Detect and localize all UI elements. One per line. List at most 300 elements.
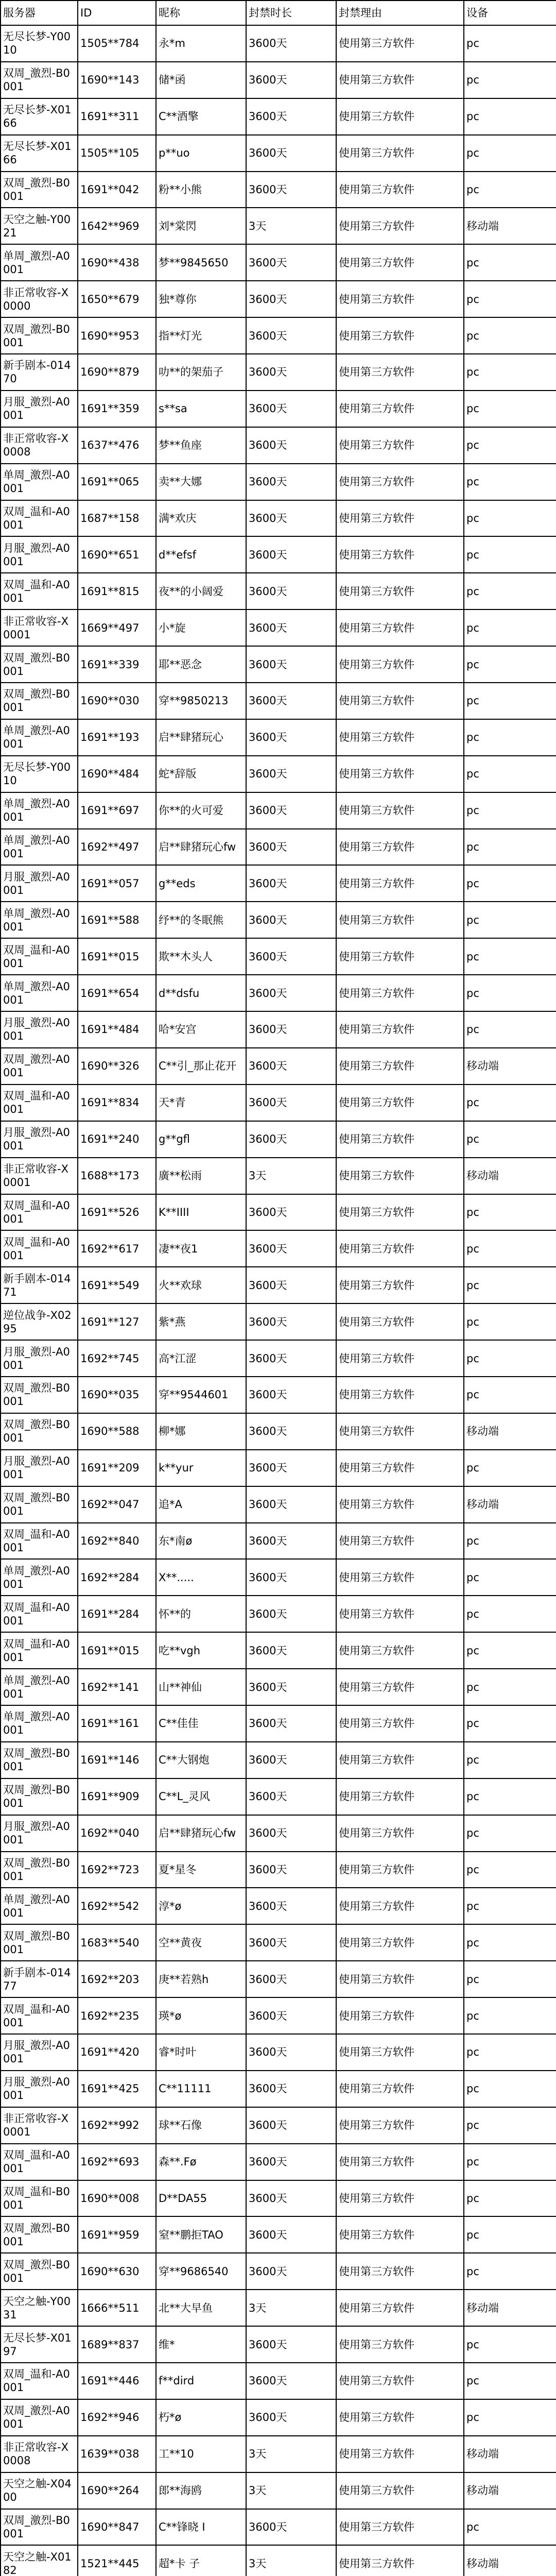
server-cell: 月服_激烈-A0001 [1, 2034, 78, 2071]
nickname-cell: K**IIII [156, 1194, 246, 1231]
nickname-cell: 小*旋 [156, 609, 246, 646]
id-cell: 1691**446 [78, 2363, 156, 2399]
server-cell: 双周_温和-A0001 [1, 573, 78, 609]
device-cell: pc [464, 975, 556, 1011]
reason-cell: 使用第三方软件 [336, 427, 464, 464]
device-cell: pc [464, 244, 556, 281]
nickname-cell: 球**石像 [156, 2107, 246, 2144]
duration-cell: 3600天 [246, 573, 336, 609]
duration-cell: 3600天 [246, 719, 336, 756]
nickname-cell: 庚**若熟h [156, 1961, 246, 1997]
device-cell: pc [464, 938, 556, 975]
duration-cell: 3600天 [246, 354, 336, 391]
server-cell: 非正常收容-X0001 [1, 1158, 78, 1194]
reason-cell: 使用第三方软件 [336, 1158, 464, 1194]
duration-cell: 3600天 [246, 1413, 336, 1450]
server-cell: 单周_激烈-A0001 [1, 1705, 78, 1742]
id-cell: 1691**284 [78, 1596, 156, 1632]
server-cell: 新手剧本-01470 [1, 354, 78, 391]
server-cell: 单周_激烈-A0001 [1, 464, 78, 500]
id-cell: 1692**693 [78, 2144, 156, 2180]
table-row [1, 1377, 556, 1413]
id-cell: 1690**035 [78, 1377, 156, 1413]
table-row [1, 208, 556, 244]
nickname-cell: 夜**的小阔爱 [156, 573, 246, 609]
table-row [1, 317, 556, 354]
nickname-cell: 郎**海鸥 [156, 2472, 246, 2509]
device-cell: pc [464, 427, 556, 464]
server-cell: 单周_激烈-A0001 [1, 792, 78, 829]
server-cell: 月服_激烈-A0001 [1, 1815, 78, 1852]
reason-cell: 使用第三方软件 [336, 354, 464, 391]
reason-cell: 使用第三方软件 [336, 1413, 464, 1450]
reason-cell: 使用第三方软件 [336, 2034, 464, 2071]
device-cell: 移动端 [464, 208, 556, 244]
server-cell: 双周_温和-A0001 [1, 1084, 78, 1121]
nickname-cell: C**佳佳 [156, 1705, 246, 1742]
device-cell: pc [464, 1888, 556, 1924]
server-cell: 双周_温和-A0001 [1, 1596, 78, 1632]
header-id: ID [78, 1, 156, 25]
table-row [1, 1486, 556, 1523]
nickname-cell: 怀**的 [156, 1596, 246, 1632]
server-cell: 双周_温和-A0001 [1, 1632, 78, 1669]
server-cell: 单周_激烈-A0001 [1, 975, 78, 1011]
duration-cell: 3600天 [246, 62, 336, 98]
device-cell: pc [464, 1377, 556, 1413]
table-row [1, 2545, 556, 2576]
id-cell: 1691**834 [78, 1084, 156, 1121]
nickname-cell: 启**肆猪玩心fw [156, 829, 246, 866]
id-cell: 1690**008 [78, 2180, 156, 2217]
table-row [1, 536, 556, 573]
device-cell: 移动端 [464, 2545, 556, 2576]
device-cell: pc [464, 2253, 556, 2290]
table-row [1, 62, 556, 98]
reason-cell: 使用第三方软件 [336, 1303, 464, 1340]
server-cell: 单周_激烈-A0001 [1, 829, 78, 866]
nickname-cell: d**dsfu [156, 975, 246, 1011]
server-cell: 单周_激烈-A0001 [1, 1888, 78, 1924]
device-cell: pc [464, 865, 556, 902]
reason-cell: 使用第三方软件 [336, 2545, 464, 2576]
duration-cell: 3天 [246, 2545, 336, 2576]
duration-cell: 3600天 [246, 2144, 336, 2180]
device-cell: pc [464, 609, 556, 646]
device-cell: 移动端 [464, 2290, 556, 2326]
nickname-cell: C**L_灵风 [156, 1778, 246, 1815]
reason-cell: 使用第三方软件 [336, 1084, 464, 1121]
duration-cell: 3600天 [246, 646, 336, 683]
reason-cell: 使用第三方软件 [336, 1559, 464, 1596]
duration-cell: 3600天 [246, 2034, 336, 2071]
table-row [1, 609, 556, 646]
table-row [1, 2034, 556, 2071]
duration-cell: 3600天 [246, 975, 336, 1011]
nickname-cell: 天*青 [156, 1084, 246, 1121]
id-cell: 1692**141 [78, 1669, 156, 1705]
table-row [1, 1888, 556, 1924]
table-row [1, 975, 556, 1011]
table-row [1, 1815, 556, 1852]
id-cell: 1691**146 [78, 1742, 156, 1778]
duration-cell: 3600天 [246, 1340, 336, 1377]
server-cell: 单周_激烈-A0001 [1, 902, 78, 938]
id-cell: 1687**158 [78, 500, 156, 537]
duration-cell: 3600天 [246, 938, 336, 975]
device-cell: pc [464, 1121, 556, 1158]
id-cell: 1691**425 [78, 2071, 156, 2107]
id-cell: 1691**588 [78, 902, 156, 938]
server-cell: 双周_温和-A0001 [1, 1523, 78, 1560]
id-cell: 1692**284 [78, 1559, 156, 1596]
nickname-cell: 叻**的架茄子 [156, 354, 246, 391]
reason-cell: 使用第三方软件 [336, 865, 464, 902]
device-cell: pc [464, 62, 556, 98]
nickname-cell: 穿**9544601 [156, 1377, 246, 1413]
device-cell: pc [464, 98, 556, 135]
reason-cell: 使用第三方软件 [336, 281, 464, 317]
device-cell: pc [464, 500, 556, 537]
id-cell: 1691**339 [78, 646, 156, 683]
id-cell: 1691**127 [78, 1303, 156, 1340]
id-cell: 1639**038 [78, 2436, 156, 2472]
id-cell: 1691**065 [78, 464, 156, 500]
reason-cell: 使用第三方软件 [336, 1121, 464, 1158]
id-cell: 1692**542 [78, 1888, 156, 1924]
server-cell: 双周_激烈-B0001 [1, 317, 78, 354]
table-row [1, 1413, 556, 1450]
device-cell: pc [464, 1194, 556, 1231]
server-cell: 月服_激烈-A0001 [1, 2071, 78, 2107]
reason-cell: 使用第三方软件 [336, 719, 464, 756]
duration-cell: 3600天 [246, 1852, 336, 1888]
nickname-cell: 柳*娜 [156, 1413, 246, 1450]
reason-cell: 使用第三方软件 [336, 2216, 464, 2253]
device-cell: pc [464, 1523, 556, 1560]
table-row [1, 2399, 556, 2436]
server-cell: 双周_激烈-A0001 [1, 2399, 78, 2436]
nickname-cell: 储*函 [156, 62, 246, 98]
device-cell: pc [464, 1084, 556, 1121]
duration-cell: 3600天 [246, 1377, 336, 1413]
device-cell: pc [464, 2071, 556, 2107]
table-row [1, 354, 556, 391]
reason-cell: 使用第三方软件 [336, 1632, 464, 1669]
nickname-cell: 刘*棠閃 [156, 208, 246, 244]
device-cell: pc [464, 172, 556, 208]
server-cell: 天空之触-X0400 [1, 2472, 78, 2509]
nickname-cell: 卖**大娜 [156, 464, 246, 500]
table-row [1, 2253, 556, 2290]
server-cell: 无尽长梦-Y0010 [1, 756, 78, 792]
nickname-cell: 哈*安宫 [156, 1011, 246, 1048]
duration-cell: 3600天 [246, 902, 336, 938]
duration-cell: 3600天 [246, 2216, 336, 2253]
reason-cell: 使用第三方软件 [336, 2509, 464, 2546]
duration-cell: 3600天 [246, 1230, 336, 1267]
reason-cell: 使用第三方软件 [336, 2326, 464, 2363]
duration-cell: 3600天 [246, 2180, 336, 2217]
server-cell: 月服_激烈-A0001 [1, 865, 78, 902]
device-cell: pc [464, 2399, 556, 2436]
server-cell: 月服_激烈-A0001 [1, 1340, 78, 1377]
duration-cell: 3600天 [246, 244, 336, 281]
duration-cell: 3600天 [246, 172, 336, 208]
reason-cell: 使用第三方软件 [336, 1669, 464, 1705]
id-cell: 1669**497 [78, 609, 156, 646]
device-cell: pc [464, 1997, 556, 2034]
nickname-cell: g**eds [156, 865, 246, 902]
server-cell: 新手剧本-01477 [1, 1961, 78, 1997]
server-cell: 非正常收容-X0008 [1, 427, 78, 464]
reason-cell: 使用第三方软件 [336, 1778, 464, 1815]
reason-cell: 使用第三方软件 [336, 1486, 464, 1523]
reason-cell: 使用第三方软件 [336, 646, 464, 683]
duration-cell: 3600天 [246, 2326, 336, 2363]
reason-cell: 使用第三方软件 [336, 938, 464, 975]
device-cell: pc [464, 1778, 556, 1815]
nickname-cell: 满*欢庆 [156, 500, 246, 537]
nickname-cell: 独*尊你 [156, 281, 246, 317]
nickname-cell: 耶**恶念 [156, 646, 246, 683]
id-cell: 1692**723 [78, 1852, 156, 1888]
nickname-cell: C**引_那止花开 [156, 1048, 246, 1084]
server-cell: 双周_激烈-A0001 [1, 1048, 78, 1084]
server-cell: 双周_激烈-B0001 [1, 2253, 78, 2290]
table-row [1, 1997, 556, 2034]
table-row [1, 1742, 556, 1778]
reason-cell: 使用第三方软件 [336, 2290, 464, 2326]
nickname-cell: 永*m [156, 25, 246, 62]
duration-cell: 3600天 [246, 756, 336, 792]
reason-cell: 使用第三方软件 [336, 208, 464, 244]
reason-cell: 使用第三方软件 [336, 317, 464, 354]
reason-cell: 使用第三方软件 [336, 792, 464, 829]
device-cell: pc [464, 25, 556, 62]
duration-cell: 3600天 [246, 1961, 336, 1997]
server-cell: 双周_激烈-B0001 [1, 646, 78, 683]
id-cell: 1521**445 [78, 2545, 156, 2576]
table-row [1, 865, 556, 902]
reason-cell: 使用第三方软件 [336, 1230, 464, 1267]
table-row [1, 25, 556, 62]
server-cell: 天空之触-Y0021 [1, 208, 78, 244]
id-cell: 1650**679 [78, 281, 156, 317]
table-row [1, 427, 556, 464]
table-row [1, 1121, 556, 1158]
nickname-cell: 蛇*辞版 [156, 756, 246, 792]
device-cell: 移动端 [464, 1158, 556, 1194]
nickname-cell: k**yur [156, 1450, 246, 1486]
duration-cell: 3600天 [246, 135, 336, 172]
device-cell: pc [464, 2107, 556, 2144]
duration-cell: 3600天 [246, 792, 336, 829]
duration-cell: 3600天 [246, 865, 336, 902]
nickname-cell: C**酒擎 [156, 98, 246, 135]
server-cell: 单周_激烈-A0001 [1, 244, 78, 281]
device-cell: pc [464, 2363, 556, 2399]
device-cell: pc [464, 1705, 556, 1742]
nickname-cell: g**gfl [156, 1121, 246, 1158]
server-cell: 双周_温和-A0001 [1, 1194, 78, 1231]
table-row [1, 500, 556, 537]
device-cell: 移动端 [464, 2472, 556, 2509]
table-row [1, 1084, 556, 1121]
duration-cell: 3600天 [246, 1815, 336, 1852]
table-row [1, 1450, 556, 1486]
device-cell: pc [464, 1303, 556, 1340]
duration-cell: 3600天 [246, 1888, 336, 1924]
nickname-cell: 吃**vgh [156, 1632, 246, 1669]
duration-cell: 3600天 [246, 464, 336, 500]
reason-cell: 使用第三方软件 [336, 829, 464, 866]
table-row [1, 756, 556, 792]
server-cell: 双周_温和-A0001 [1, 2144, 78, 2180]
server-cell: 双周_激烈-B0001 [1, 1413, 78, 1450]
server-cell: 月服_激烈-A0001 [1, 1121, 78, 1158]
nickname-cell: 朽*ø [156, 2399, 246, 2436]
duration-cell: 3600天 [246, 500, 336, 537]
server-cell: 月服_激烈-A0001 [1, 536, 78, 573]
reason-cell: 使用第三方软件 [336, 2436, 464, 2472]
duration-cell: 3600天 [246, 2107, 336, 2144]
table-row [1, 244, 556, 281]
reason-cell: 使用第三方软件 [336, 172, 464, 208]
duration-cell: 3600天 [246, 1048, 336, 1084]
id-cell: 1688**173 [78, 1158, 156, 1194]
duration-cell: 3600天 [246, 1084, 336, 1121]
nickname-cell: s**sa [156, 391, 246, 427]
reason-cell: 使用第三方软件 [336, 1377, 464, 1413]
id-cell: 1690**630 [78, 2253, 156, 2290]
reason-cell: 使用第三方软件 [336, 2071, 464, 2107]
server-cell: 双周_激烈-B0001 [1, 172, 78, 208]
nickname-cell: 夏*星冬 [156, 1852, 246, 1888]
reason-cell: 使用第三方软件 [336, 1011, 464, 1048]
reason-cell: 使用第三方软件 [336, 683, 464, 719]
reason-cell: 使用第三方软件 [336, 98, 464, 135]
duration-cell: 3600天 [246, 427, 336, 464]
reason-cell: 使用第三方软件 [336, 244, 464, 281]
server-cell: 新手剧本-01471 [1, 1267, 78, 1303]
id-cell: 1692**745 [78, 1340, 156, 1377]
duration-cell: 3天 [246, 2436, 336, 2472]
nickname-cell: 维* [156, 2326, 246, 2363]
reason-cell: 使用第三方软件 [336, 25, 464, 62]
id-cell: 1690**264 [78, 2472, 156, 2509]
device-cell: pc [464, 1632, 556, 1669]
header-server: 服务器 [1, 1, 78, 25]
id-cell: 1690**847 [78, 2509, 156, 2546]
id-cell: 1690**438 [78, 244, 156, 281]
duration-cell: 3600天 [246, 2253, 336, 2290]
device-cell: pc [464, 719, 556, 756]
id-cell: 1690**030 [78, 683, 156, 719]
server-cell: 双周_激烈-B0001 [1, 1377, 78, 1413]
nickname-cell: 追*A [156, 1486, 246, 1523]
device-cell: pc [464, 1340, 556, 1377]
header-device: 设备 [464, 1, 556, 25]
id-cell: 1690**588 [78, 1413, 156, 1450]
reason-cell: 使用第三方软件 [336, 464, 464, 500]
id-cell: 1690**143 [78, 62, 156, 98]
table-row [1, 1778, 556, 1815]
device-cell: pc [464, 1961, 556, 1997]
device-cell: pc [464, 1924, 556, 1961]
nickname-cell: D**DA55 [156, 2180, 246, 2217]
reason-cell: 使用第三方软件 [336, 1961, 464, 1997]
reason-cell: 使用第三方软件 [336, 1997, 464, 2034]
nickname-cell: 梦**鱼座 [156, 427, 246, 464]
server-cell: 双周_激烈-B0001 [1, 2509, 78, 2546]
device-cell: pc [464, 683, 556, 719]
duration-cell: 3600天 [246, 1559, 336, 1596]
nickname-cell: 粉**小熊 [156, 172, 246, 208]
device-cell: pc [464, 2144, 556, 2180]
nickname-cell: 睿*时叶 [156, 2034, 246, 2071]
server-cell: 无尽长梦-X0166 [1, 98, 78, 135]
server-cell: 月服_激烈-A0001 [1, 1011, 78, 1048]
reason-cell: 使用第三方软件 [336, 609, 464, 646]
nickname-cell: 北**大早鱼 [156, 2290, 246, 2326]
id-cell: 1690**651 [78, 536, 156, 573]
device-cell: pc [464, 792, 556, 829]
duration-cell: 3600天 [246, 1778, 336, 1815]
table-row [1, 1230, 556, 1267]
device-cell: pc [464, 1742, 556, 1778]
nickname-cell: 超*卡 子 [156, 2545, 246, 2576]
nickname-cell: 启**肆猪玩心 [156, 719, 246, 756]
server-cell: 非正常收容-X0001 [1, 609, 78, 646]
device-cell: pc [464, 317, 556, 354]
nickname-cell: C**大钢炮 [156, 1742, 246, 1778]
id-cell: 1683**540 [78, 1924, 156, 1961]
duration-cell: 3600天 [246, 1486, 336, 1523]
reason-cell: 使用第三方软件 [336, 391, 464, 427]
server-cell: 双周_激烈-B0001 [1, 1778, 78, 1815]
table-row [1, 1961, 556, 1997]
device-cell: pc [464, 1230, 556, 1267]
id-cell: 1690**879 [78, 354, 156, 391]
nickname-cell: 高*江涩 [156, 1340, 246, 1377]
table-row [1, 829, 556, 866]
nickname-cell: 纾**的冬眠熊 [156, 902, 246, 938]
nickname-cell: 梦**9845650 [156, 244, 246, 281]
nickname-cell: 淳*ø [156, 1888, 246, 1924]
device-cell: pc [464, 2034, 556, 2071]
server-cell: 天空之触-X0182 [1, 2545, 78, 2576]
device-cell: pc [464, 1559, 556, 1596]
nickname-cell: 启**肆猪玩心fw [156, 1815, 246, 1852]
device-cell: pc [464, 281, 556, 317]
table-row [1, 1705, 556, 1742]
id-cell: 1691**311 [78, 98, 156, 135]
device-cell: pc [464, 1450, 556, 1486]
reason-cell: 使用第三方软件 [336, 1924, 464, 1961]
nickname-cell: 东*南ø [156, 1523, 246, 1560]
device-cell: pc [464, 573, 556, 609]
id-cell: 1691**526 [78, 1194, 156, 1231]
table-row [1, 1267, 556, 1303]
duration-cell: 3600天 [246, 1705, 336, 1742]
device-cell: 移动端 [464, 1048, 556, 1084]
duration-cell: 3600天 [246, 1742, 336, 1778]
device-cell: pc [464, 2216, 556, 2253]
id-cell: 1692**617 [78, 1230, 156, 1267]
table-row [1, 2180, 556, 2217]
nickname-cell: 凄**夜1 [156, 1230, 246, 1267]
